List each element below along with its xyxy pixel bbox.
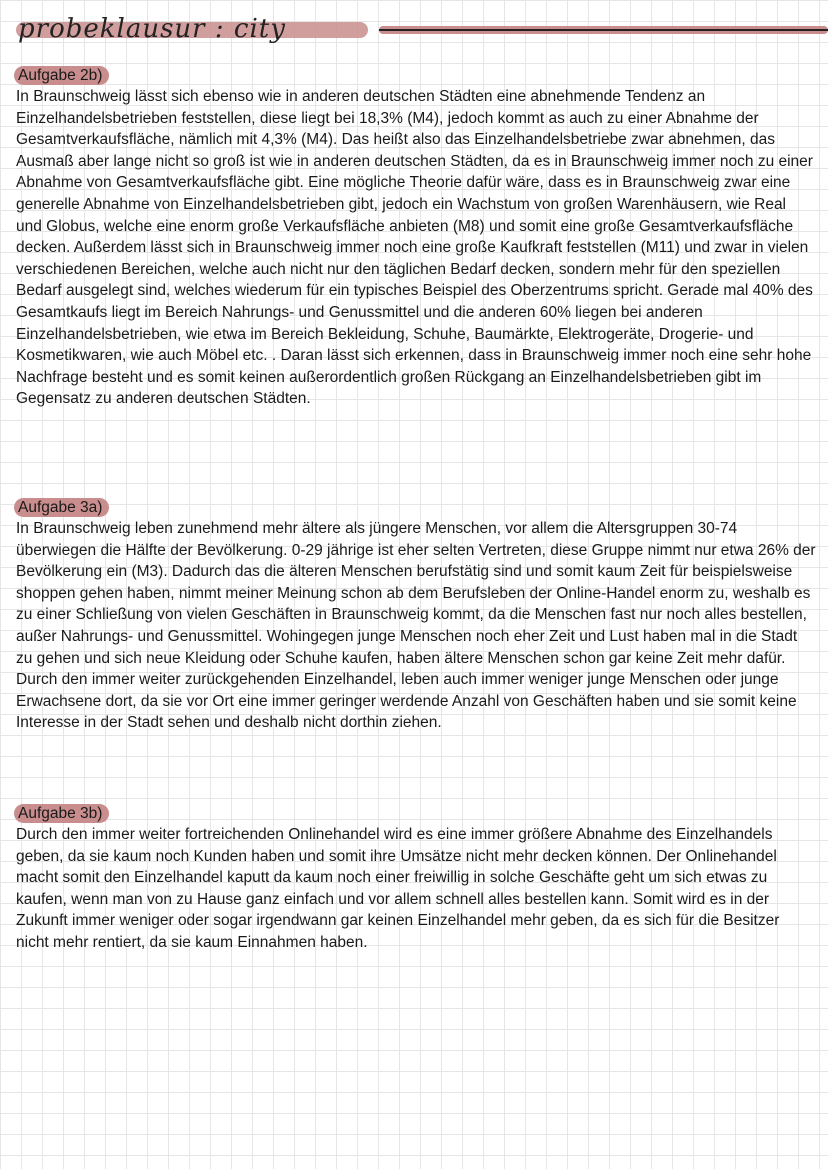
section-label: Aufgabe 3a) (14, 498, 109, 517)
section-aufgabe-3b (14, 804, 816, 954)
header-divider (379, 24, 828, 36)
title-wrap (14, 12, 286, 52)
page-title: probeklausur : city (18, 14, 286, 44)
section-aufgabe-2b (14, 66, 816, 410)
section-aufgabe-3a (14, 498, 816, 734)
page-header (14, 10, 828, 60)
header-divider-line (379, 29, 828, 31)
section-text: In Braunschweig leben zunehmend mehr ältere als jüngere Menschen, vor allem die Altersgruppen 30-74 überwiegen die Hälfte der Bevölkerung. 0-29 jährige ist eher selten Vertreten, diese Gruppe nimmt nur etwa 26% der Bevölkerung ein (M3). Dadurch das die älteren Menschen berufstätig sind und somit kaum Zeit für beispielsweise shoppen gehen haben, nimmt meiner Meinung schon ab dem Berufsleben der Online-Handel enorm zu, weshalb es zu einer Schließung von vielen Geschäften in Braunschweig kommt, da die Menschen fast nur noch alles bestellen, außer Nahrungs- und Genussmittel. Wohingegen junge Menschen noch eher Zeit und Lust haben mal in die Stadt zu gehen und sich neue Kleidung oder Schuhe kaufen, haben ältere Menschen schon gar keine Zeit mehr dafür. Durch den immer weiter zurückgehenden Einzelhandel, leben auch immer weniger junge Menschen oder junge Erwachsene dort, da sie vor Ort eine immer geringer werdende Anzahl von Geschäften haben und sie somit keine Interesse in der Stadt sehen und deshalb nicht dorthin ziehen. (16, 520, 816, 732)
section-text: In Braunschweig lässt sich ebenso wie in anderen deutschen Städten eine abnehmende Tendenz an Einzelhandelsbetrieben feststellen, diese liegt bei 18,3% (M4), jedoch kommt as auch zu einer Abnahme der Gesamtverkaufsfläche, nämlich mit 4,3% (M4). Das heißt also das Einzelhandelsbetriebe zwar abnehmen, das Ausmaß aber lange nicht so groß ist wie in anderen deutschen Städten, da es in Braunschweig immer noch zu einer Abnahme von Gesamtverkaufsfläche gibt. Eine mögliche Theorie dafür wäre, dass es in Braunschweig zwar eine generelle Abnahme von Einzelhandelsbetrieben gibt, jedoch ein Wachstum von großen Warenhäusern, wie Real und Globus, welche eine enorm große Verkaufsfläche anbieten (M8) und somit eine große Gesamtverkaufsfläche decken. Außerdem lässt sich in Braunschweig immer noch eine große Kaufkraft feststellen (M11) und zwar in vielen verschiedenen Bereichen, welche auch nicht nur den täglichen Bedarf decken, sondern mehr für den speziellen Bedarf ausgelegt sind, welches wiederum für ein typisches Beispiel des Oberzentrums spricht. Gerade mal 40% des Gesamtkaufs liegt im Bereich Nahrungs- und Genussmittel und die anderen 60% liegen bei anderen Einzelhandelsbetrieben, wie etwa im Bereich Bekleidung, Schuhe, Baumärkte, Elektrogeräte, Drogerie- und Kosmetikwaren, wie auch Möbel etc. . Daran lässt sich erkennen, dass in Braunschweig immer noch eine sehr hohe Nachfrage besteht und es somit keinen außerordentlich großen Rückgang an Einzelhandelsbetrieben gibt im Gegensatz zu anderen deutschen Städten. (16, 88, 813, 408)
section-text: Durch den immer weiter fortreichenden Onlinehandel wird es eine immer größere Abnahme des Einzelhandels geben, da sie kaum noch Kunden haben und somit ihre Umsätze nicht mehr decken können. Der Onlinehandel macht somit den Einzelhandel kaputt da kaum noch einer freiwillig in solche Geschäfte geht um sich etwas zu kaufen, wenn man von zu Hause ganz einfach und vor allem schnell alles bestellen kann. Somit wird es in der Zukunft immer weniger oder sogar irgendwann gar keinen Einzelhandel mehr geben, da es sich für die Besitzer nicht mehr rentiert, da sie kaum Einnahmen haben. (16, 826, 780, 951)
section-label: Aufgabe 3b) (14, 804, 109, 823)
section-label: Aufgabe 2b) (14, 66, 109, 85)
